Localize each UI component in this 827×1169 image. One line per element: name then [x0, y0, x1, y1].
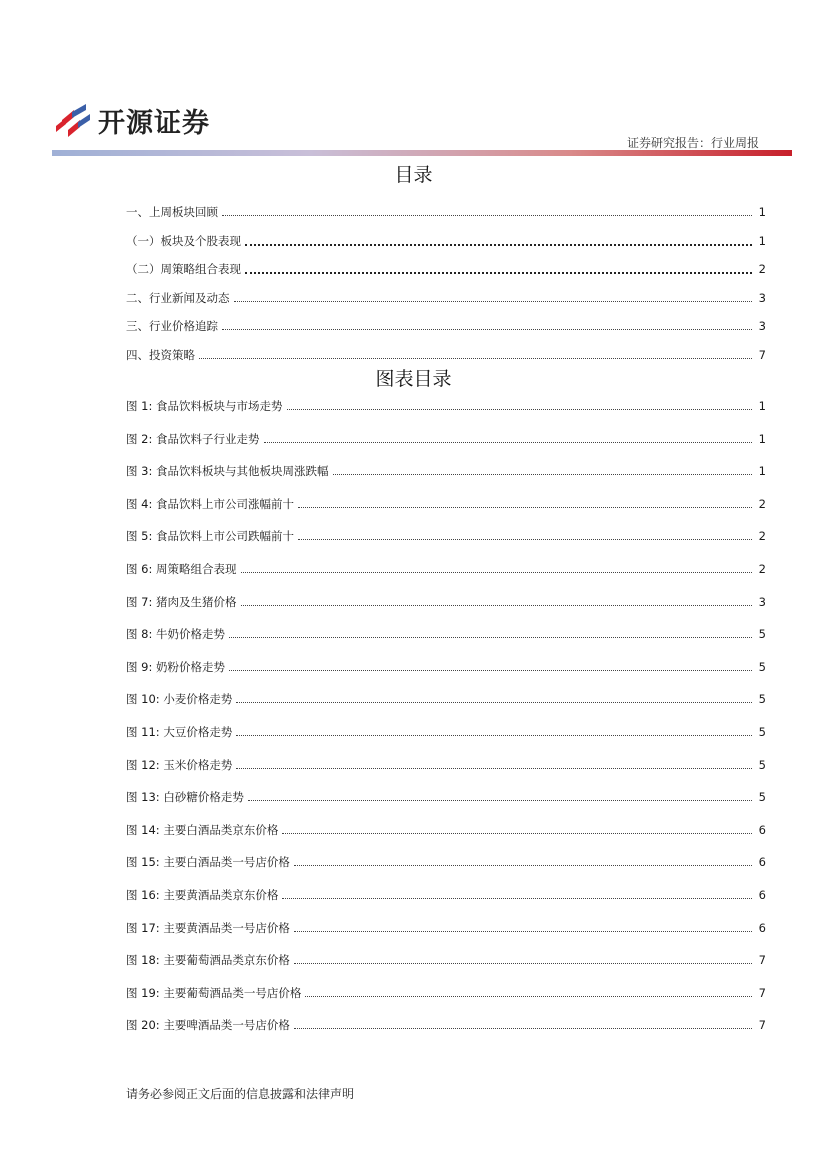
- leader-dots: [245, 235, 752, 246]
- leader-dots: [305, 987, 752, 997]
- figure-label: 图 18: 主要葡萄酒品类京东价格: [126, 953, 290, 968]
- figure-label: 图 5: 食品饮料上市公司跌幅前十: [126, 529, 295, 544]
- figure-label: 图 3: 食品饮料板块与其他板块周涨跌幅: [126, 464, 329, 479]
- brand-name: 开源证券: [98, 107, 210, 139]
- toc-page-number: 1: [758, 233, 766, 248]
- figure-page-number: 5: [758, 790, 766, 805]
- leader-dots: [222, 320, 752, 330]
- figure-page-number: 1: [758, 464, 766, 479]
- figure-entry[interactable]: [126, 431, 766, 447]
- figure-label: 图 10: 小麦价格走势: [126, 692, 233, 707]
- leader-dots: [229, 628, 752, 638]
- figure-entry[interactable]: [126, 985, 766, 1001]
- leader-dots: [241, 596, 752, 606]
- figure-label: 图 17: 主要黄酒品类一号店价格: [126, 920, 290, 935]
- leader-dots: [294, 1019, 752, 1029]
- figure-page-number: 1: [758, 399, 766, 413]
- figure-label: 图 14: 主要白酒品类京东价格: [126, 822, 279, 837]
- figure-entry[interactable]: [126, 463, 766, 479]
- footer-disclaimer: 请务必参阅正文后面的信息披露和法律声明: [126, 1087, 355, 1101]
- figure-label: 图 7: 猪肉及生猪价格: [126, 594, 237, 609]
- figure-page-number: 2: [758, 496, 766, 511]
- figure-label: 图 8: 牛奶价格走势: [126, 627, 226, 642]
- toc-label: 四、投资策略: [126, 347, 195, 362]
- figure-label: 图 9: 奶粉价格走势: [126, 659, 226, 674]
- figure-label: 图 1: 食品饮料板块与市场走势: [126, 399, 283, 413]
- figure-label: 图 19: 主要葡萄酒品类一号店价格: [126, 985, 302, 1000]
- figure-page-number: 5: [758, 725, 766, 739]
- figure-page-number: 2: [758, 562, 766, 576]
- figure-entry[interactable]: [126, 496, 766, 512]
- toc-entry[interactable]: [126, 347, 766, 363]
- leader-dots: [236, 726, 752, 736]
- figure-page-number: 5: [758, 757, 766, 772]
- toc-label: 三、行业价格追踪: [126, 319, 218, 333]
- figure-page-number: 2: [758, 529, 766, 544]
- figure-entry[interactable]: [126, 789, 766, 805]
- figure-label: 图 4: 食品饮料上市公司涨幅前十: [126, 496, 295, 511]
- leader-dots: [245, 263, 752, 274]
- toc-entry[interactable]: [126, 204, 766, 220]
- figure-page-number: 5: [758, 659, 766, 674]
- toc-page-number: 3: [758, 290, 766, 305]
- toc-page-number: 2: [758, 262, 766, 276]
- figure-page-number: 6: [758, 888, 766, 902]
- figure-page-number: 6: [758, 855, 766, 870]
- toc-entry[interactable]: [126, 318, 766, 334]
- figure-page-number: 6: [758, 822, 766, 837]
- leader-dots: [287, 400, 752, 410]
- figure-label: 图 13: 白砂糖价格走势: [126, 790, 244, 805]
- figure-label: 图 15: 主要白酒品类一号店价格: [126, 855, 290, 870]
- toc-title: 目录: [394, 164, 433, 186]
- kaiyuan-logo-icon: [52, 100, 92, 140]
- toc-entry[interactable]: [126, 290, 766, 306]
- figure-entry[interactable]: [126, 659, 766, 675]
- figure-label: 图 11: 大豆价格走势: [126, 725, 233, 739]
- toc-page-number: 1: [758, 205, 766, 219]
- brand-logo: [52, 100, 210, 140]
- figure-entry[interactable]: [126, 398, 766, 414]
- figure-page-number: 7: [758, 953, 766, 968]
- figure-entry[interactable]: [126, 822, 766, 838]
- leader-dots: [236, 693, 752, 703]
- figure-entry[interactable]: [126, 691, 766, 707]
- figure-entry[interactable]: [126, 854, 766, 870]
- figure-entry[interactable]: [126, 887, 766, 903]
- toc-entry[interactable]: [126, 261, 766, 277]
- figure-label: 图 20: 主要啤酒品类一号店价格: [126, 1018, 290, 1033]
- figure-label: 图 16: 主要黄酒品类京东价格: [126, 888, 279, 902]
- toc-entry[interactable]: [126, 233, 766, 249]
- leader-dots: [199, 349, 752, 359]
- figure-page-number: 5: [758, 627, 766, 642]
- leader-dots: [236, 759, 752, 769]
- figure-label: 图 6: 周策略组合表现: [126, 562, 237, 576]
- leader-dots: [298, 530, 752, 540]
- toc-label: 一、上周板块回顾: [126, 205, 218, 219]
- figure-entry[interactable]: [126, 1017, 766, 1033]
- figure-entry[interactable]: [126, 626, 766, 642]
- header-divider-bar: [52, 150, 792, 156]
- leader-dots: [264, 433, 752, 443]
- leader-dots: [241, 563, 752, 573]
- leader-dots: [333, 465, 752, 475]
- figure-page-number: 3: [758, 594, 766, 609]
- leader-dots: [282, 824, 752, 834]
- figure-label: 图 2: 食品饮料子行业走势: [126, 431, 260, 446]
- leader-dots: [294, 856, 752, 866]
- toc-page-number: 3: [758, 319, 766, 333]
- figure-page-number: 7: [758, 1018, 766, 1033]
- figure-entry[interactable]: [126, 757, 766, 773]
- figure-entry[interactable]: [126, 952, 766, 968]
- leader-dots: [248, 791, 752, 801]
- figure-entry[interactable]: [126, 561, 766, 577]
- figure-page-number: 1: [758, 431, 766, 446]
- leader-dots: [298, 498, 752, 508]
- figure-entry[interactable]: [126, 724, 766, 740]
- leader-dots: [294, 922, 752, 932]
- figure-page-number: 7: [758, 985, 766, 1000]
- figure-label: 图 12: 玉米价格走势: [126, 757, 233, 772]
- leader-dots: [282, 889, 752, 899]
- toc-label: 二、行业新闻及动态: [126, 290, 230, 305]
- toc-label: （二）周策略组合表现: [126, 262, 241, 276]
- leader-dots: [234, 292, 753, 302]
- figure-list-title: 图表目录: [375, 368, 452, 390]
- figure-entry[interactable]: [126, 594, 766, 610]
- figure-page-number: 6: [758, 920, 766, 935]
- figure-entry[interactable]: [126, 528, 766, 544]
- figure-entry[interactable]: [126, 920, 766, 936]
- leader-dots: [294, 954, 752, 964]
- figure-page-number: 5: [758, 692, 766, 707]
- leader-dots: [222, 206, 752, 216]
- toc-page-number: 7: [758, 347, 766, 362]
- leader-dots: [229, 661, 752, 671]
- toc-label: （一）板块及个股表现: [126, 233, 241, 248]
- report-type-label: 证券研究报告：行业周报: [626, 136, 759, 150]
